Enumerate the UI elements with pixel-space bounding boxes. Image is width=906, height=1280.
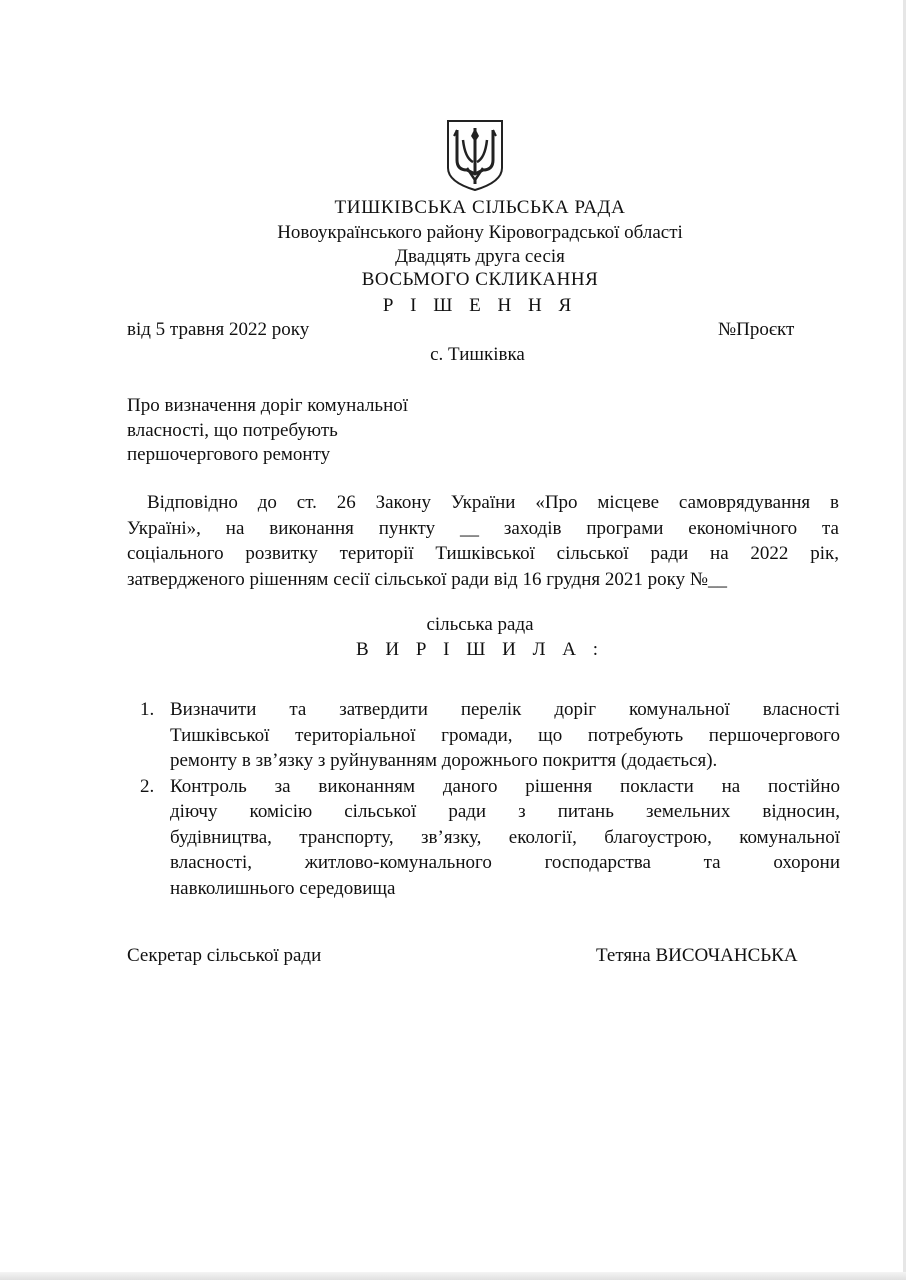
preamble: [127, 490, 839, 592]
preamble-line: Відповідно до ст. 26 Закону України «Про місцеве самоврядування в: [147, 492, 839, 513]
decision-subject: [127, 394, 487, 468]
subject-line: власності, що потребують: [127, 419, 338, 441]
trident-coat-of-arms-icon: [445, 118, 505, 192]
item-line: власності, житлово-комунального господарства та охорони: [170, 852, 840, 873]
district-name: Новоукраїнського району Кіровоградської області: [277, 222, 683, 243]
preamble-line: Україні», на виконання пункту __ заходів програми економічного та: [127, 517, 839, 539]
page-bottom-edge: [0, 1272, 906, 1280]
preamble-line: соціального розвитку території Тишківської сільської ради на 2022 рік,: [127, 543, 839, 564]
resolution-items: [140, 697, 840, 901]
decision-place: с. Тишківка: [430, 344, 525, 365]
resolved-label: В И Р І Ш И Л А :: [355, 639, 605, 660]
item-line: навколишнього середовища: [170, 877, 396, 899]
decision-date: від 5 травня 2022 року: [127, 319, 310, 340]
item-number: 1.: [140, 699, 155, 720]
signatory-name: Тетяна ВИСОЧАНСЬКА: [596, 945, 798, 966]
list-item: [140, 697, 840, 774]
item-line: Визначити та затвердити перелік доріг комунальної власності: [170, 699, 840, 720]
item-line: діючу комісію сільської ради з питань земельних відносин,: [170, 801, 840, 822]
item-number: 2.: [140, 775, 155, 797]
subject-line: Про визначення доріг комунальної: [127, 395, 409, 416]
decision-number: №Проєкт: [718, 319, 795, 340]
council-label: сільська рада: [426, 614, 534, 635]
session-name: Двадцять друга сесія: [395, 246, 565, 267]
item-line: ремонту в зв’язку з руйнуванням дорожнього покриття (додається).: [170, 750, 718, 771]
item-line: будівництва, транспорту, зв’язку, екології, благоустрою, комунальної: [170, 826, 840, 848]
subject-line: першочергового ремонту: [127, 444, 331, 465]
list-item: [140, 774, 840, 902]
convocation: ВОСЬМОГО СКЛИКАННЯ: [361, 269, 599, 290]
item-line: Контроль за виконанням даного рішення покласти на постійно: [170, 775, 840, 797]
preamble-line: затвердженого рішенням сесії сільської ради від 16 грудня 2021 року №__: [127, 568, 727, 590]
item-line: Тишківської територіальної громади, що потребують першочергового: [170, 724, 840, 746]
document-type: Р І Ш Е Н Н Я: [382, 295, 578, 316]
signatory-position: Секретар сільської ради: [127, 945, 322, 966]
council-name: ТИШКІВСЬКА СІЛЬСЬКА РАДА: [334, 197, 626, 218]
